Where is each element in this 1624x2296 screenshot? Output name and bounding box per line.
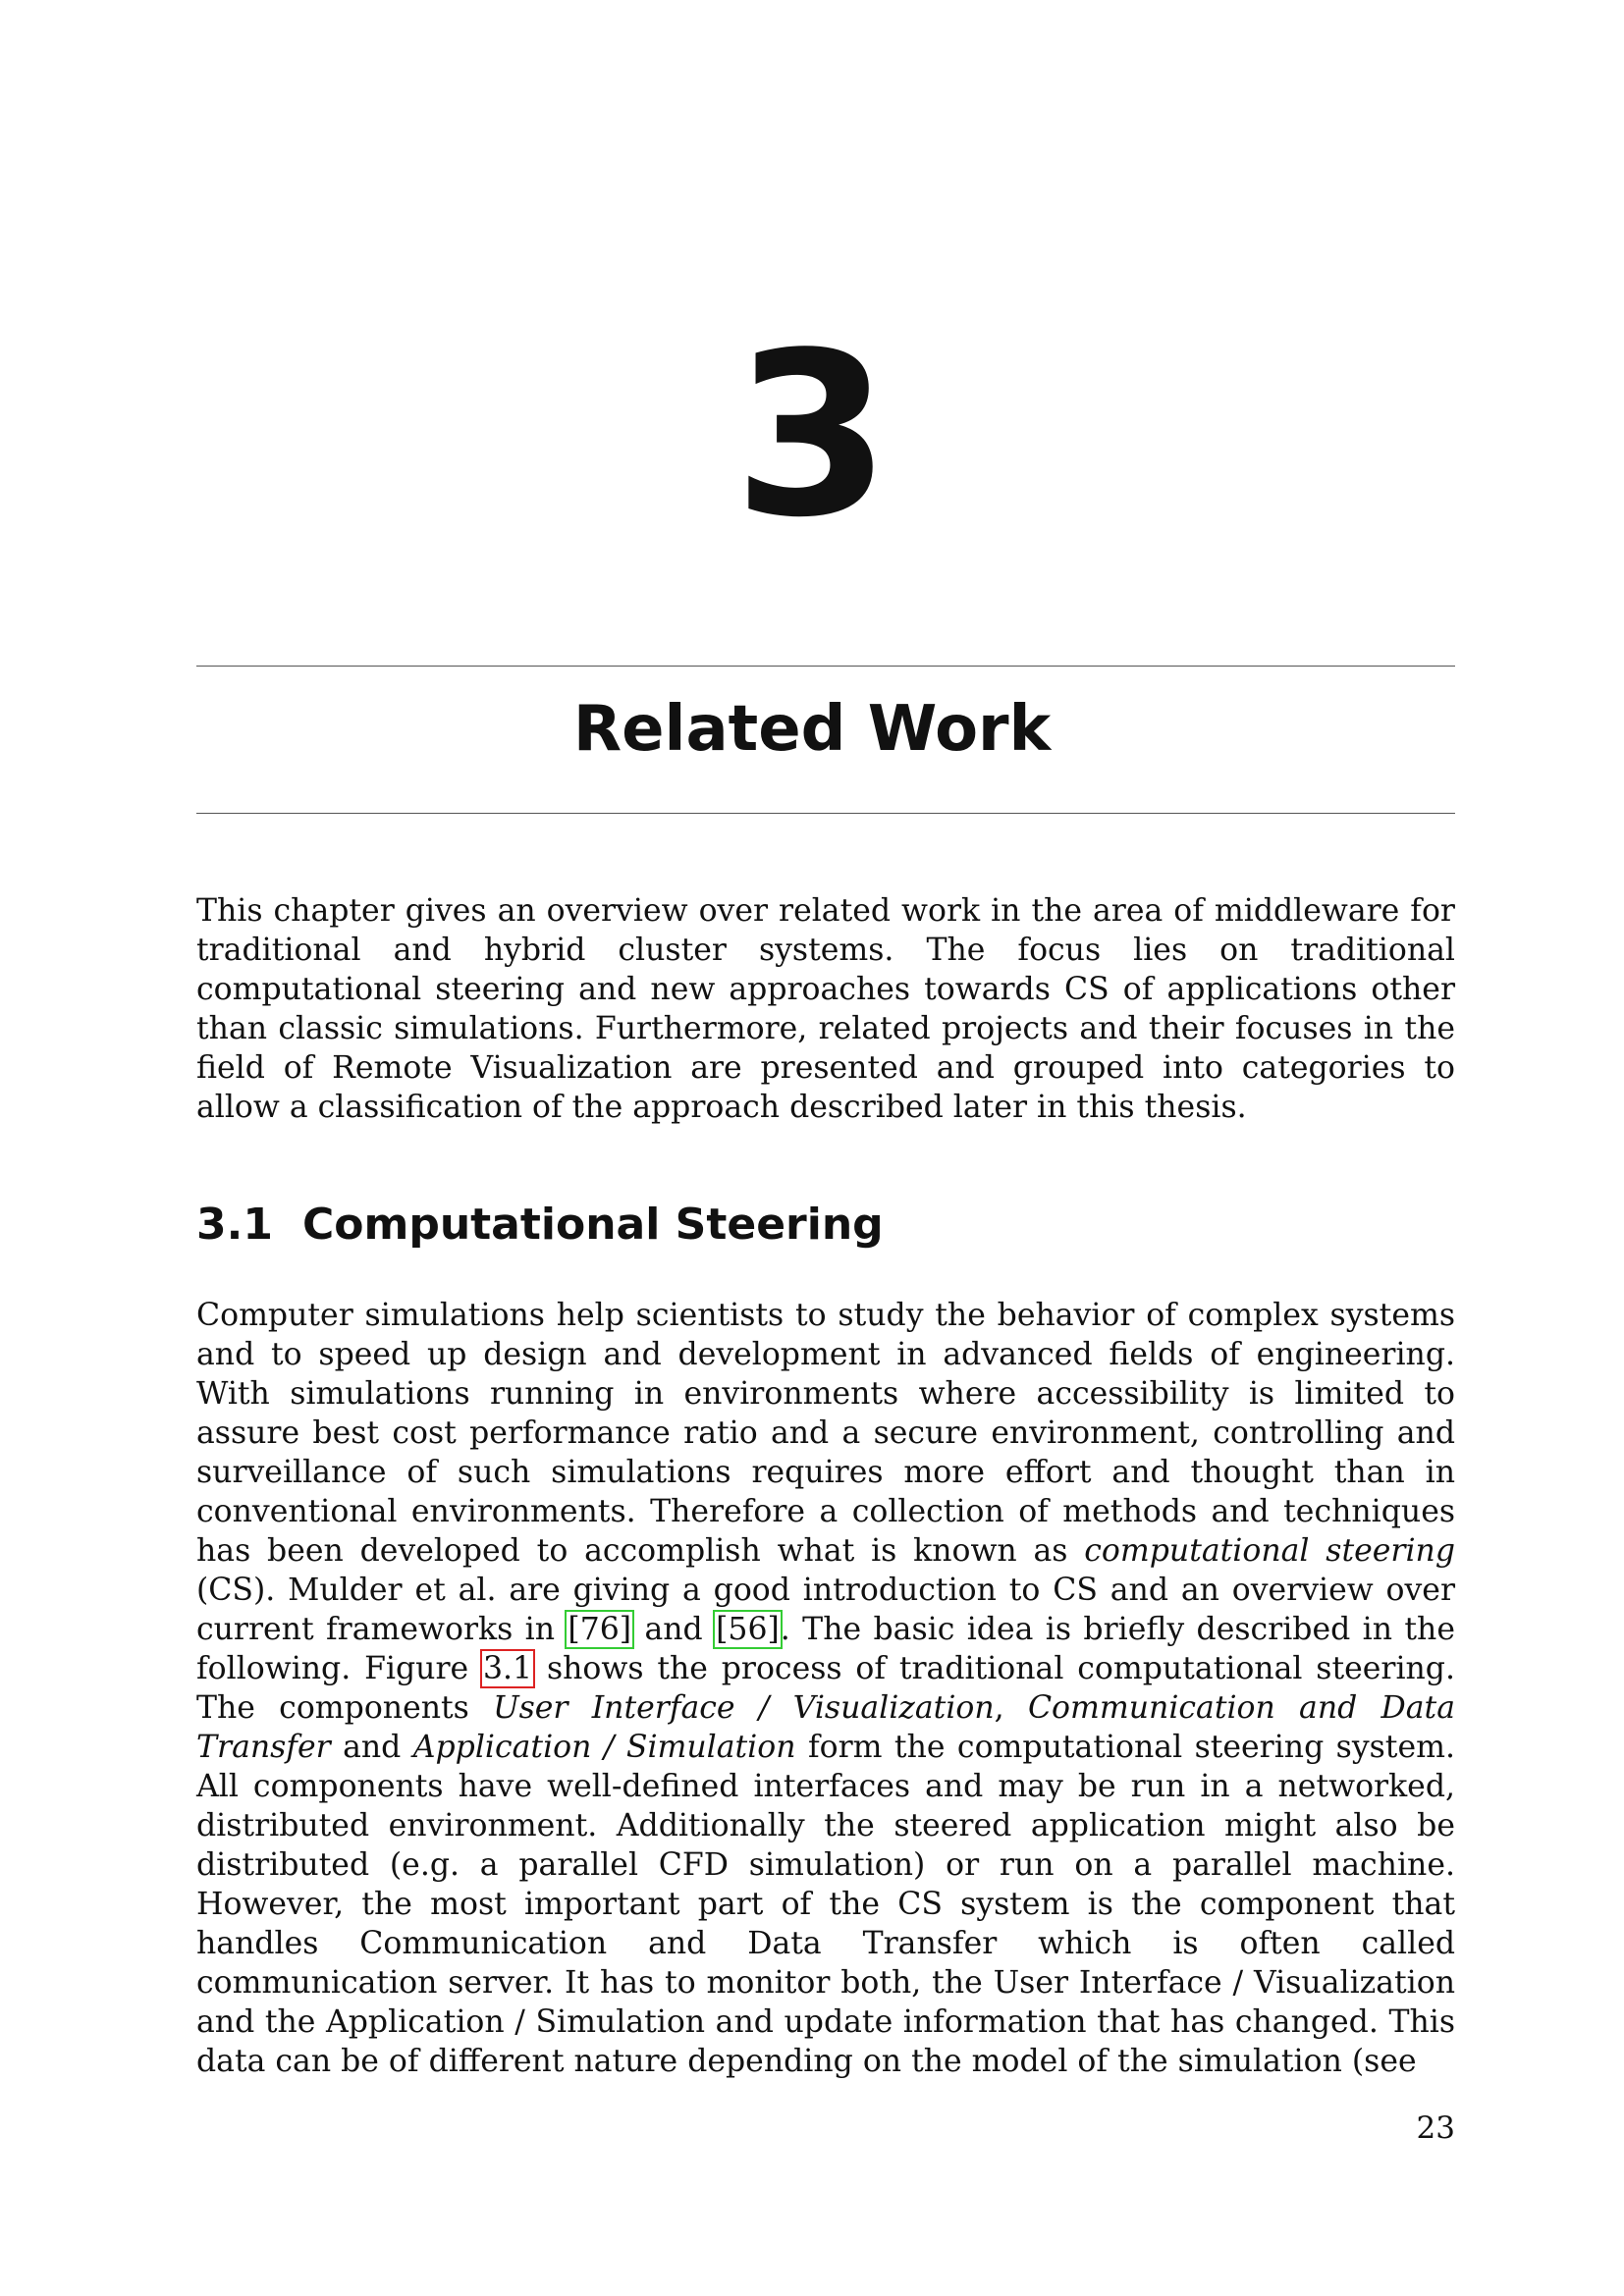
section-text-5: shows the process of traditional computational steering. The components bbox=[196, 1651, 1455, 1726]
component-user-interface: User Interface / Visualization bbox=[493, 1690, 995, 1726]
section-number: 3.1 bbox=[196, 1200, 273, 1250]
page-number: 23 bbox=[1416, 2110, 1455, 2146]
component-application: Application / Simulation bbox=[412, 1730, 796, 1765]
chapter-number: 3 bbox=[732, 305, 892, 567]
section-text-3: and bbox=[632, 1612, 716, 1647]
section-paragraph bbox=[196, 1296, 1455, 2081]
section-text-7: and bbox=[330, 1730, 413, 1765]
section-text-2: (CS). Mulder et al. are giving a good introduction to CS and an overview over current frameworks in bbox=[196, 1573, 1455, 1647]
section-text-8: form the computational steering system. All components have well-defined interfaces and may be run in a networked, distributed environment. Additionally the steered application might also be distributed (e.g. a parallel CFD simulation) or run on a parallel machine. However, the most important part of the CS system is the component that handles Communication and Data Transfer which is often called communication server. It has to monitor both, the User Interface / Visualization and the Application / Simulation and update information that has changed. This data can be of different nature depending on the model of the simulation (see bbox=[196, 1730, 1455, 2079]
intro-paragraph: This chapter gives an overview over related work in the area of middleware for traditional and hybrid cluster systems. The focus lies on traditional computational steering and new approaches towards CS of applications other than classic simulations. Furthermore, related projects and their focuses in the field of Remote Visualization are presented and grouped into categories to allow a classification of the approach described later in this thesis. bbox=[196, 893, 1455, 1125]
section-text-1: Computer simulations help scientists to study the behavior of complex systems and to speed up design and development in advanced fields of engineering. With simulations running in environments where accessibility is limited to assure best cost performance ratio and a secure environment, controlling and surveillance of such simulations requires more effort and thought than in conventional environments. Therefore a collection of methods and techniques has been developed to accomplish what is known as bbox=[196, 1298, 1455, 1569]
section-heading bbox=[196, 1200, 884, 1252]
citation-link-56[interactable]: [56] bbox=[716, 1612, 780, 1647]
title-rule-bottom bbox=[196, 813, 1455, 814]
term-computational-steering: computational steering bbox=[1084, 1533, 1455, 1569]
component-communication: Communication and Data Transfer bbox=[196, 1690, 1455, 1765]
title-rule-top bbox=[196, 666, 1455, 667]
figure-reference-link[interactable]: 3.1 bbox=[483, 1651, 533, 1686]
section-title: Computational Steering bbox=[301, 1200, 884, 1250]
section-text-6: , bbox=[994, 1690, 1028, 1726]
section-text-4: . The basic idea is briefly described in the following. Figure bbox=[196, 1612, 1455, 1686]
chapter-title: Related Work bbox=[572, 693, 1052, 766]
citation-link-76[interactable]: [76] bbox=[568, 1612, 632, 1647]
